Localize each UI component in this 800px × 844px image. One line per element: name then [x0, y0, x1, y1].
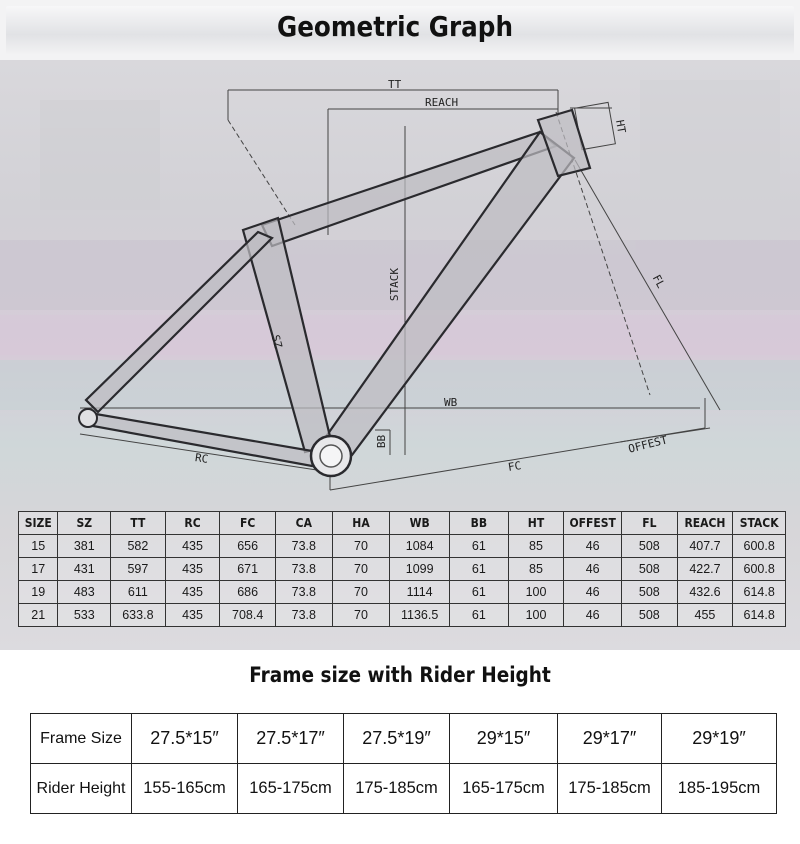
table-cell: 435 — [165, 581, 220, 604]
col-header: STACK — [733, 512, 786, 535]
row-label: Rider Height — [31, 764, 132, 814]
table-cell: 70 — [332, 604, 390, 627]
table-cell: 435 — [165, 604, 220, 627]
stack-label: STACK — [388, 267, 402, 302]
table-cell: 614.8 — [733, 604, 786, 627]
table-cell: 29*17″ — [558, 714, 662, 764]
table-cell: 435 — [165, 535, 220, 558]
table-cell: 27.5*17″ — [238, 714, 344, 764]
fl-label: FL — [649, 272, 668, 291]
table-cell: 165-175cm — [450, 764, 558, 814]
table-cell: 155-165cm — [132, 764, 238, 814]
table-cell: 1136.5 — [390, 604, 450, 627]
table-cell: 61 — [450, 604, 509, 627]
table-cell: 19 — [19, 581, 58, 604]
table-cell: 100 — [508, 604, 564, 627]
col-header: WB — [390, 512, 450, 535]
table-cell: 100 — [508, 581, 564, 604]
tt-label: TT — [388, 78, 402, 91]
table-cell: 431 — [58, 558, 111, 581]
col-header: SZ — [58, 512, 111, 535]
table-cell: 381 — [58, 535, 111, 558]
rider-height-table — [30, 713, 777, 814]
table-cell: 29*19″ — [662, 714, 777, 764]
table-cell: 508 — [622, 581, 678, 604]
col-header: HA — [332, 512, 390, 535]
table-cell: 46 — [564, 604, 622, 627]
table-cell: 27.5*15″ — [132, 714, 238, 764]
table-cell: 582 — [111, 535, 166, 558]
col-header: RC — [165, 512, 220, 535]
table-cell: 407.7 — [677, 535, 733, 558]
col-header: TT — [111, 512, 166, 535]
table-cell: 175-185cm — [344, 764, 450, 814]
table-row — [19, 558, 786, 581]
col-header: REACH — [677, 512, 733, 535]
table-cell: 422.7 — [677, 558, 733, 581]
table-cell: 46 — [564, 535, 622, 558]
table-row — [19, 581, 786, 604]
table-cell: 85 — [508, 558, 564, 581]
table-cell: 600.8 — [733, 558, 786, 581]
table-row — [31, 714, 777, 764]
table-cell: 73.8 — [275, 535, 332, 558]
table-cell: 1114 — [390, 581, 450, 604]
table-row — [31, 764, 777, 814]
table-cell: 73.8 — [275, 558, 332, 581]
table-cell: 633.8 — [111, 604, 166, 627]
sz-label: SZ — [268, 333, 285, 350]
offest-label: OFFEST — [627, 433, 669, 456]
col-header: CA — [275, 512, 332, 535]
wb-label: WB — [444, 396, 458, 409]
table-cell: 27.5*19″ — [344, 714, 450, 764]
row-label: Frame Size — [31, 714, 132, 764]
table-cell: 46 — [564, 581, 622, 604]
table-cell: 1099 — [390, 558, 450, 581]
col-header: FL — [622, 512, 678, 535]
col-header: SIZE — [19, 512, 58, 535]
table-cell: 656 — [220, 535, 276, 558]
table-cell: 432.6 — [677, 581, 733, 604]
table-cell: 70 — [332, 581, 390, 604]
table-cell: 175-185cm — [558, 764, 662, 814]
col-header: OFFEST — [564, 512, 622, 535]
geometry-header-row — [19, 512, 786, 535]
table-cell: 708.4 — [220, 604, 276, 627]
table-cell: 686 — [220, 581, 276, 604]
table-cell: 611 — [111, 581, 166, 604]
table-cell: 21 — [19, 604, 58, 627]
table-cell: 671 — [220, 558, 276, 581]
table-cell: 533 — [58, 604, 111, 627]
bb-label: BB — [375, 434, 389, 449]
page-title: Geometric Graph — [276, 10, 514, 43]
section-title: Frame size with Rider Height — [249, 663, 551, 687]
table-cell: 185-195cm — [662, 764, 777, 814]
table-row — [19, 604, 786, 627]
fc-label: FC — [507, 459, 523, 474]
table-cell: 73.8 — [275, 581, 332, 604]
table-cell: 508 — [622, 558, 678, 581]
geometry-table — [18, 511, 786, 627]
table-row — [19, 535, 786, 558]
rc-label: RC — [194, 451, 210, 466]
table-cell: 435 — [165, 558, 220, 581]
table-cell: 614.8 — [733, 581, 786, 604]
col-header: FC — [220, 512, 276, 535]
table-cell: 61 — [450, 535, 509, 558]
table-cell: 15 — [19, 535, 58, 558]
table-cell: 85 — [508, 535, 564, 558]
table-cell: 597 — [111, 558, 166, 581]
table-cell: 70 — [332, 558, 390, 581]
reach-label: REACH — [425, 96, 459, 109]
col-header: BB — [450, 512, 509, 535]
ht-label: HT — [613, 118, 629, 135]
table-cell: 483 — [58, 581, 111, 604]
col-header: HT — [508, 512, 564, 535]
title-bar — [0, 0, 800, 60]
table-cell: 165-175cm — [238, 764, 344, 814]
table-cell: 508 — [622, 604, 678, 627]
table-cell: 73.8 — [275, 604, 332, 627]
table-cell: 61 — [450, 581, 509, 604]
table-cell: 455 — [677, 604, 733, 627]
table-cell: 600.8 — [733, 535, 786, 558]
table-cell: 61 — [450, 558, 509, 581]
table-cell: 17 — [19, 558, 58, 581]
table-cell: 29*15″ — [450, 714, 558, 764]
table-cell: 508 — [622, 535, 678, 558]
table-cell: 70 — [332, 535, 390, 558]
table-cell: 1084 — [390, 535, 450, 558]
table-cell: 46 — [564, 558, 622, 581]
